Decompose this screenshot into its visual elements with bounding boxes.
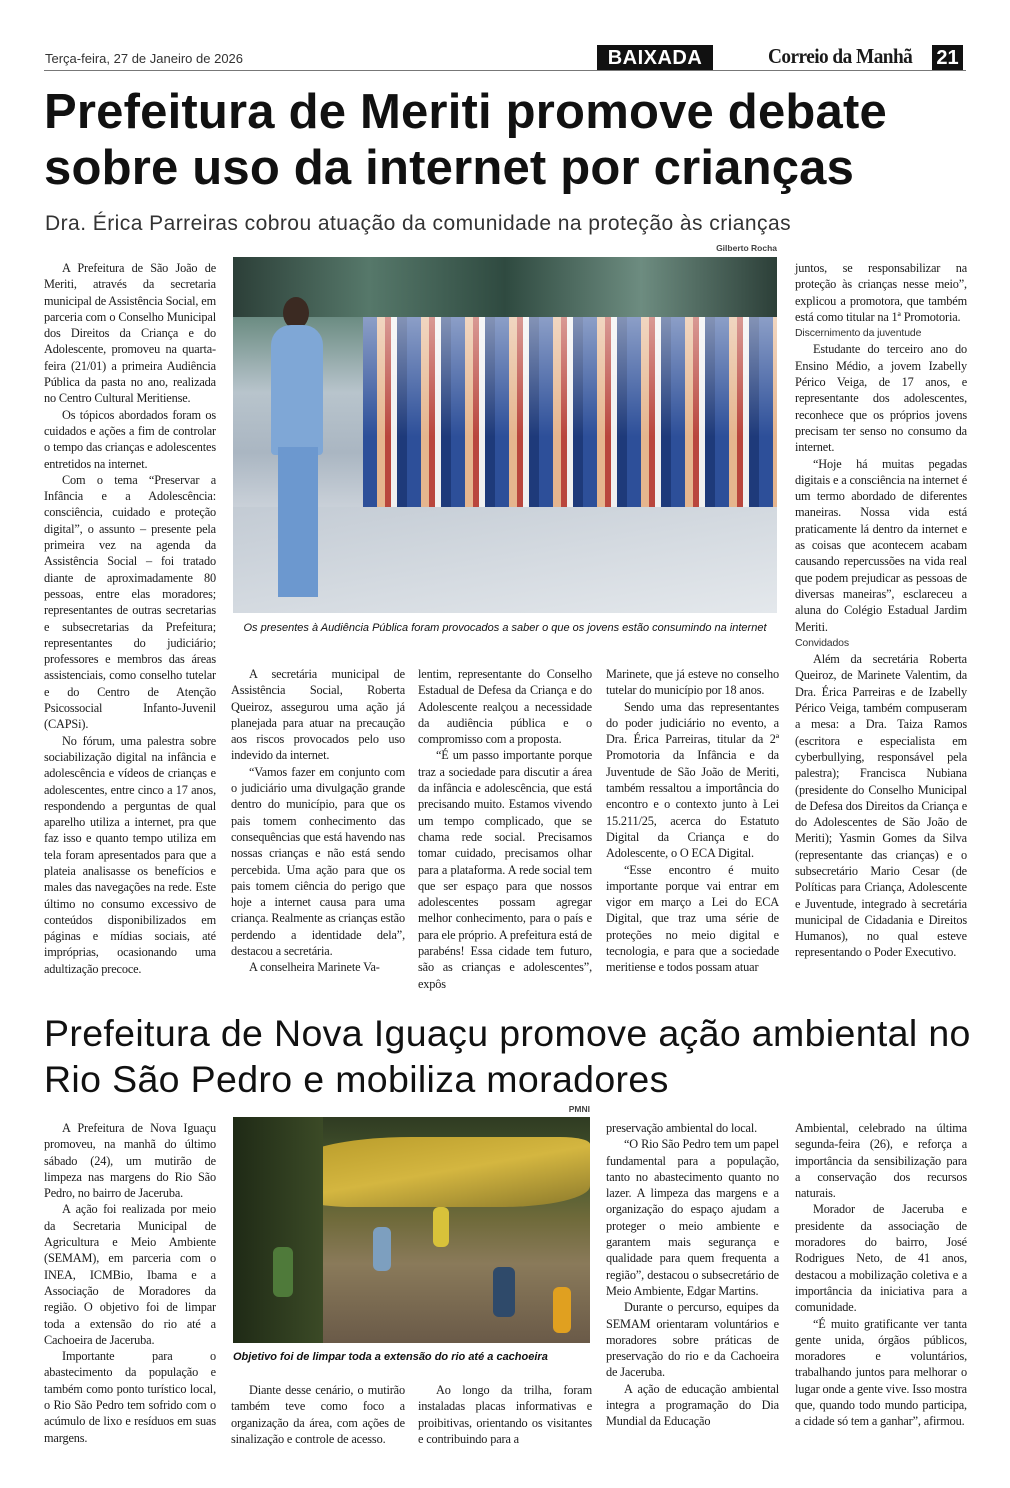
newspaper-logo: Correio da Manhã: [768, 44, 913, 68]
paragraph: A Prefeitura de Nova Iguaçu promoveu, na manhã do último sábado (24), um mutirão de limpeza nas margens do Rio São Pedro, no bairro de Jaceruba.: [44, 1121, 216, 1201]
article2-photo-caption: Objetivo foi de limpar toda a extensão do rio até a cachoeira: [233, 1351, 548, 1363]
article2-headline: Prefeitura de Nova Iguaçu promove ação ambiental no Rio São Pedro e mobiliza moradores: [44, 1012, 971, 1100]
paragraph: Os tópicos abordados foram os cuidados e ações a fim de controlar o tempo das crianças e adolescentes entretidos na internet.: [44, 407, 216, 471]
paragraph: “O Rio São Pedro tem um papel fundamental para a população, tanto no abastecimento quanto no lazer. A limpeza das margens e a organização do espaço ajudam a proteger o meio ambiente e garantem mais segurança e qualidade para quem frequenta a região”, destacou o subsecretário de Meio Ambiente, Edgar Martins.: [606, 1137, 779, 1298]
paragraph: “É muito gratificante ver tanta gente unida, órgãos públicos, moradores e voluntários, trabalhando juntos para melhorar o lugar onde a gente vive. Isso mostra que, quando todo mundo participa, a cidade só tem a ganhar”, afirmou.: [795, 1316, 967, 1429]
article1-subheadline: Dra. Érica Parreiras cobrou atuação da comunidade na proteção às crianças: [45, 212, 792, 235]
page-number: 21: [932, 45, 963, 70]
article1-column-4: [606, 666, 779, 976]
article2-column-2: [231, 1382, 405, 1447]
paragraph: A Prefeitura de São João de Meriti, através da secretaria municipal de Assistência Social, em parceria com o Conselho Municipal dos Direitos da Criança e do Adolescente, promoveu na quarta-feira (21/01) a primeira Audiência Pública da pasta no ano, realizada no Centro Cultural Meritiense.: [44, 261, 216, 406]
paragraph: No fórum, uma palestra sobre sociabilização digital na infância e adolescência e vídeos de crianças e adolescentes, entre cinco a 17 anos, respondendo a perguntas de qual aparelho utiliza a internet, pra que faz isso e quanto tempo utiliza em tela foram apresentados para que a plateia analisasse os benefícios e males das navegações na rede. Este último no consumo excessivo de conteúdos disponibilizados em páginas e mídias sociais, até impróprias, ocasionando uma adultização precoce.: [44, 733, 216, 976]
section-label: BAIXADA: [597, 45, 713, 70]
article1-column-3: [418, 666, 592, 992]
article2-column-3: [418, 1382, 592, 1447]
article1-headline: Prefeitura de Meriti promove debate sobre uso da internet por crianças: [44, 85, 887, 195]
paragraph-continued: juntos, se responsabilizar na proteção às crianças nesse meio”, explicou a promotora, que também está como titular na 1ª Promotoria.: [795, 261, 967, 324]
paragraph: Sendo uma das representantes do poder judiciário no evento, a Dra. Érica Parreiras, titular da 2ª Promotoria da Infância e da Juventude de São João de Meriti, também ressaltou a importância do encontro e o contexto junto à Lei 15.211/25, acerca do Estatuto Digital da Criança e do Adolescente, o O ECA Digital.: [606, 699, 779, 861]
paragraph: A ação foi realizada por meio da Secretaria Municipal de Agricultura e Meio Ambiente (SEMAM), em parceria com o INEA, ICMBio, Ibama e a Associação de Moradores da região. O objetivo foi de limpar toda a extensão do rio até a Cachoeira de Jaceruba.: [44, 1202, 216, 1347]
header-rule: [44, 70, 966, 71]
paragraph-continued: preservação ambiental do local.: [606, 1121, 758, 1135]
paragraph: Durante o percurso, equipes da SEMAM orientaram voluntários e moradores sobre práticas de preservação do rio e da Cachoeira de Jaceruba.: [606, 1300, 779, 1380]
article1-photo-audience: [233, 257, 777, 613]
paragraph: Importante para o abastecimento da população e também como ponto turístico local, o Rio São Pedro tem sofrido com o acúmulo de lixo e resíduos em suas margens.: [44, 1349, 216, 1445]
article2-photo-credit: PMNI: [568, 1104, 590, 1114]
article2-column-5: [795, 1120, 967, 1430]
section-subhead: Convidados: [795, 636, 849, 649]
paragraph: A ação de educação ambiental integra a programação do Dia Mundial da Educação: [606, 1381, 779, 1429]
paragraph: “Esse encontro é muito importante porque vai entrar em vigor em março a Lei do ECA Digital, que traz uma série de proteções no meio digital e tecnologia, e para que a sociedade meritiense e todos possam atuar: [606, 862, 779, 975]
paragraph: Além da secretária Roberta Queiroz, de Marinete Valentim, da Dra. Érica Parreiras e de Izabelly Périco Veiga, também compuseram a mesa: a Dra. Taiza Ramos (escritora e especialista em cyberbullying, responsável pela palestra); Francisca Nubiana (presidente do Conselho Municipal de Defesa dos Direitos da Criança e do Adolescentes de São João de Meriti); Yasmin Gomes da Silva (representante das crianças) e o subsecretário Mario Cesar (de Políticas para Criança, Adolescente e Juventude, integrado à secretária municipal de Cidadania e Direitos Humanos), no qual esteve representando o Poder Executivo.: [795, 652, 967, 960]
paragraph-continued: Marinete, que já esteve no conselho tutelar do município por 18 anos.: [606, 667, 779, 698]
article1-column-5: [795, 260, 967, 961]
paragraph: A conselheira Marinete Va-: [249, 960, 380, 975]
paragraph: Diante desse cenário, o mutirão também teve como foco a organização da área, com ações de sinalização e controle de acesso.: [231, 1383, 405, 1446]
paragraph-continued: Ambiental, celebrado na última segunda-feira (26), e reforça a importância da sensibilização para a conservação dos recursos naturais.: [795, 1121, 967, 1201]
article1-photo-credit: Gilberto Rocha: [716, 243, 777, 253]
paragraph: A secretária municipal de Assistência Social, Roberta Queiroz, assegurou uma ação já planejada para atuar na precaução aos riscos provocados pelo uso indevido da internet.: [231, 667, 405, 763]
article1-photo-caption: Os presentes à Audiência Pública foram provocados a saber o que os jovens estão consumindo na internet: [243, 622, 767, 634]
paragraph: Ao longo da trilha, foram instaladas placas informativas e proibitivas, orientando os visitantes e contribuindo para a: [418, 1383, 592, 1446]
paragraph: Com o tema “Preservar a Infância e a Adolescência: consciência, cuidado e proteção digital”, o assunto – presente pela primeira vez na agenda da Assistência Social – foi tratado diante de aproximadamente 80 pessoas, entre elas moradores; representantes de outras secretarias e subsecretarias da Prefeitura; representantes do judiciário; professores e membros das áreas assistenciais, como conselho tutelar e do Centro de Atenção Psicossocial Infanto-Juvenil (CAPSi).: [44, 472, 216, 732]
article2-column-4: [606, 1120, 779, 1430]
article2-photo-river-cleanup: [233, 1117, 590, 1343]
issue-date: Terça-feira, 27 de Janeiro de 2026: [45, 51, 244, 66]
paragraph-continued: lentim, representante do Conselho Estadual de Defesa da Criança e do Adolescente realçou a necessidade da audiência pública e o compromisso com a proposta.: [418, 667, 592, 747]
paragraph: Estudante do terceiro ano do Ensino Médio, a jovem Izabelly Périco Veiga, de 17 anos, e representante dos adolescentes, reconhece que os próprios jovens precisam ter senso no consumo da internet.: [795, 342, 967, 455]
paragraph: “É um passo importante porque traz a sociedade para discutir a área da infância e adolescência, que está precisando muito. Estamos vivendo um tempo complicado, que se chama rede social. Precisamos tomar cuidado, precisamos olhar para a plataforma. A rede social tem que ser espaço para que nossos adolescentes possam agregar melhor conhecimento, para o país e para ele próprio. A prefeitura está de parabéns! Essa cidade tem futuro, são as crianças e adolescentes”, expôs: [418, 748, 592, 991]
paragraph: Morador de Jaceruba e presidente da associação de moradores do bairro, José Rodrigues Neto, de 41 anos, destacou a mobilização coletiva e a importância da iniciativa para a comunidade.: [795, 1202, 967, 1315]
paragraph: “Hoje há muitas pegadas digitais e a consciência na internet é um termo abordado de diferentes maneiras. Nossa vida está praticamente lá dentro da internet e as coisas que acontecem acabam causando repercussões na vida real que podem prejudicar as pessoas de diversas maneiras”, esclareceu a aluna do Colégio Estadual Jardim Meriti.: [795, 456, 967, 634]
paragraph: “Vamos fazer em conjunto com o judiciário uma divulgação grande dentro do município, para que os pais tomem conhecimento das consequências que está havendo nas nossas crianças e não está sendo percebida. Uma ação para que os pais tomem ciência do perigo que hoje a internet causa para uma criança. Realmente as crianças estão perdendo a identidade dela”, destacou a secretária.: [231, 764, 405, 959]
article2-column-1: [44, 1120, 216, 1446]
article1-column-2: [231, 666, 405, 976]
section-subhead: Discernimento da juventude: [795, 327, 922, 340]
article1-column-1: [44, 260, 216, 977]
